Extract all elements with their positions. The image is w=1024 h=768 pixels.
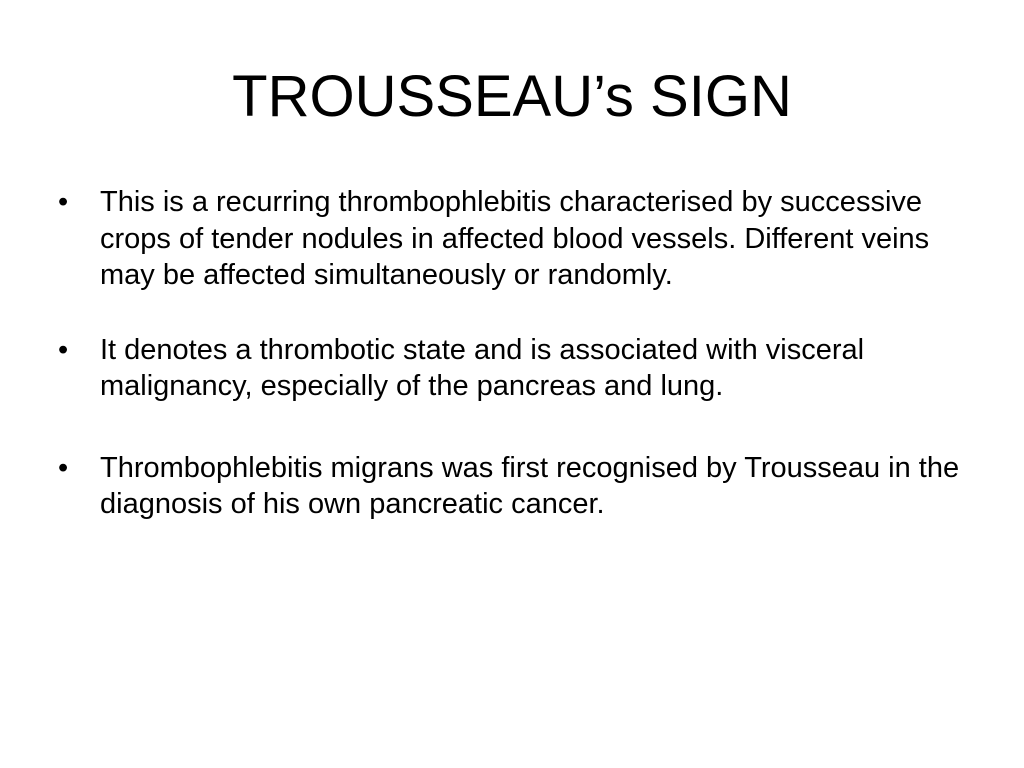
bullet-text-2: It denotes a thrombotic state and is associated with visceral malignancy, especially of the pancreas and lung. [100, 333, 865, 402]
bullet-item-1 [58, 184, 978, 294]
bullet-marker: • [58, 333, 69, 366]
bullet-text-3: Thrombophlebitis migrans was first recognised by Trousseau in the diagnosis of his own pancreatic cancer. [100, 451, 960, 520]
bullet-text-1: This is a recurring thrombophlebitis characterised by successive crops of tender nodules in affected blood vessels. Different veins may be affected simultaneously or randomly. [100, 186, 930, 291]
bullet-item-2 [58, 332, 978, 405]
bullet-marker: • [58, 451, 69, 484]
bullet-item-3 [58, 450, 978, 523]
bullet-list [58, 184, 978, 561]
slide-title: TROUSSEAU’s SIGN [232, 64, 792, 129]
bullet-marker: • [58, 186, 69, 218]
